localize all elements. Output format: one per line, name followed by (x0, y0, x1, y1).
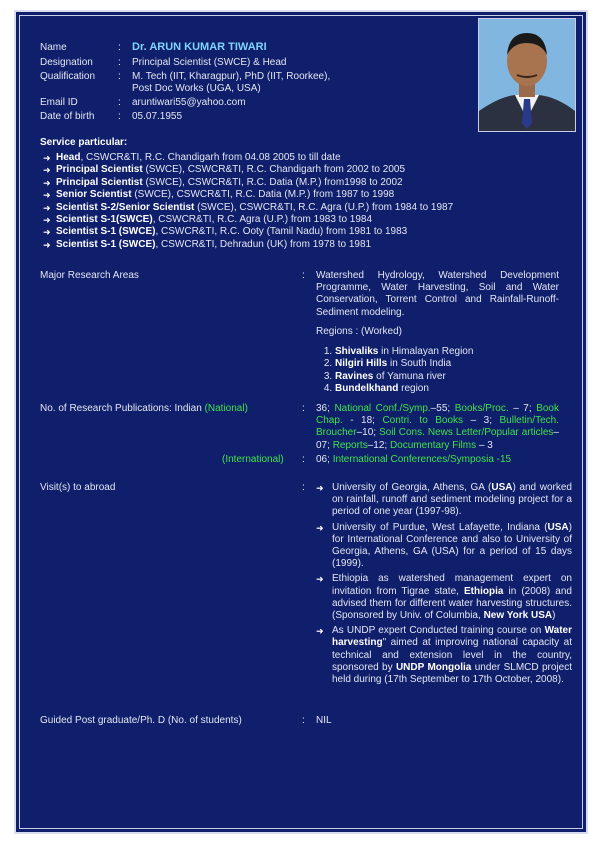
right-arrow-icon: ➜ (316, 483, 324, 493)
visit-highlight: USA (547, 521, 569, 533)
visit-highlight: USA (491, 482, 513, 493)
region-item (335, 371, 560, 383)
dob-value: 05.07.1955 (132, 111, 183, 122)
colon: : (118, 111, 121, 122)
publication-category: Reports (332, 439, 368, 451)
service-role: Scientist S-2/Senior Scientist (56, 201, 195, 213)
region-name: Shivaliks (335, 346, 379, 357)
service-item (40, 214, 520, 226)
publication-count: –10; (356, 427, 380, 439)
visit-item (316, 573, 572, 622)
visit-text: ) for International Conference and also to University of Georgia, Athens, GA (USA) for a period of 15 days (1999). (332, 521, 572, 570)
colon: : (302, 482, 305, 493)
person-name: Dr. ARUN KUMAR TIWARI (132, 41, 267, 53)
visit-text: under SLMCD project held during (17th September to 17th October, 2008). (332, 661, 572, 686)
label-guided: Guided Post graduate/Ph. D (No. of students) (40, 715, 242, 726)
right-arrow-icon: ➜ (43, 239, 51, 250)
portrait-icon (479, 19, 575, 131)
visit-text: University of Purdue, West Lafayette, Indiana ( (332, 521, 548, 533)
visit-text: in (2008) and advised them for different water harvesting structures.(Sponsored by Univ. of Columbia, (332, 585, 572, 622)
visit-highlight: UNDP Mongolia (395, 661, 472, 673)
right-arrow-icon: ➜ (43, 165, 51, 176)
region-item (335, 346, 560, 358)
service-role: Head (56, 152, 81, 163)
visit-text: As UNDP expert Conducted training course on (332, 625, 545, 637)
visit-highlight: New York USA (483, 610, 553, 622)
service-item (40, 164, 520, 176)
international-text: International Conferences/Symposia -15 (332, 454, 512, 465)
publication-count: –55; (430, 403, 455, 414)
label-email: Email ID (40, 97, 78, 108)
colon: : (302, 454, 305, 465)
colon: : (302, 403, 305, 414)
service-role: Scientist S-1(SWCE) (56, 214, 153, 226)
service-item (40, 202, 520, 214)
right-arrow-icon: ➜ (43, 227, 51, 238)
region-item (335, 358, 560, 370)
colon: : (118, 42, 121, 53)
visit-text: " aimed at improving national capacity at technical and extension level in the country, sponsored by (332, 637, 572, 673)
regions-ordered-list (320, 346, 560, 396)
service-item (40, 189, 520, 201)
visits-list (316, 482, 572, 689)
label-visits: Visit(s) to abroad (40, 482, 116, 493)
right-arrow-icon: ➜ (43, 153, 51, 163)
colon: : (302, 270, 305, 281)
visit-highlight: Ethiopia (463, 585, 504, 597)
publications-international (316, 454, 511, 466)
region-name: Ravines (335, 370, 374, 382)
service-role: Principal Scientist (56, 176, 143, 188)
region-detail: in Himalayan Region (378, 346, 474, 357)
service-role: Scientist S-1 (SWCE) (56, 238, 156, 250)
label-designation: Designation (40, 57, 93, 68)
visit-highlight: Water harvesting (332, 625, 572, 649)
service-list (40, 152, 520, 251)
right-arrow-icon: ➜ (43, 215, 51, 226)
visit-text: University of Georgia, Athens, GA ( (332, 482, 492, 493)
visits-bullet-list (316, 482, 572, 686)
region-name: Nilgiri Hills (335, 358, 388, 370)
label-publications (40, 403, 248, 415)
service-item (40, 239, 520, 251)
publication-category: Contri. to Books (382, 415, 464, 427)
publication-count: – 3; (463, 415, 500, 427)
qualification-line-1: M. Tech (IIT, Kharagpur), PhD (IIT, Roorkee), (132, 71, 331, 82)
visit-item (316, 522, 572, 571)
right-arrow-icon: ➜ (43, 190, 51, 201)
publication-count: - 18; (342, 415, 383, 427)
service-title: Service particular: (40, 137, 128, 148)
right-arrow-icon: ➜ (43, 177, 51, 188)
international-count: 06; (316, 454, 333, 465)
designation-value: Principal Scientist (SWCE) & Head (132, 57, 287, 68)
publication-category: Books/Proc. (454, 403, 509, 414)
label-name: Name (40, 42, 67, 53)
region-detail: region (398, 383, 429, 395)
service-detail: , CSWCR&TI, Dehradun (UK) from 1978 to 1981 (155, 238, 372, 250)
label-research-areas: Major Research Areas (40, 270, 139, 281)
right-arrow-icon: ➜ (316, 522, 324, 533)
publication-category: Bulletin/Tech. Broucher (316, 415, 559, 439)
label-qualification: Qualification (40, 71, 96, 82)
regions-list (320, 346, 560, 396)
service-item (40, 152, 520, 164)
service-role: Principal Scientist (56, 164, 143, 176)
right-arrow-icon: ➜ (316, 626, 324, 637)
cv-page (14, 10, 588, 834)
email-value[interactable]: aruntiwari55@yahoo.com (132, 97, 246, 108)
service-detail: (SWCE), CSWCR&TI, R.C. Datia (M.P.) from 1987 to 1998 (131, 189, 395, 201)
research-areas-text: Watershed Hydrology, Watershed Development Programme, Water Harvesting, Soil and Water Conservation, Torrent Control and Rainfall-Runoff-Sediment modeling. (316, 270, 559, 318)
service-detail: , CSWCR&TI, R.C. Chandigarh from 04.08 2005 to till date (80, 152, 341, 163)
colon: : (118, 71, 121, 82)
service-item (40, 177, 520, 189)
colon: : (118, 57, 121, 68)
service-detail: , CSWCR&TI, R.C. Agra (U.P.) from 1983 to 1984 (152, 214, 373, 226)
publications-national-text (316, 403, 559, 452)
service-detail: , CSWCR&TI, R.C. Ooty (Tamil Nadu) from 1981 to 1983 (155, 226, 408, 238)
publication-count: –07; (316, 427, 559, 451)
right-arrow-icon: ➜ (316, 574, 324, 585)
visit-text: ) (552, 610, 556, 622)
publication-category: Documentary Films (389, 439, 477, 451)
qualification-line-2: Post Doc Works (UGA, USA) (132, 83, 261, 94)
service-role: Scientist S-1 (SWCE) (56, 226, 156, 238)
colon: : (302, 715, 305, 726)
region-detail: in South India (387, 358, 452, 370)
service-role: Senior Scientist (56, 189, 132, 201)
publications-label-text: No. of Research Publications: Indian (40, 403, 205, 414)
publication-category: Book Chap. (316, 403, 559, 427)
publication-count: – 7; (508, 403, 537, 414)
publication-category: Soil Cons. News Letter/Popular articles (379, 427, 554, 439)
region-item (335, 383, 560, 395)
service-detail: (SWCE), CSWCR&TI, R.C. Chandigarh from 2002 to 2005 (142, 164, 406, 176)
label-international: (International) (222, 454, 284, 465)
publication-count: –12; (367, 439, 390, 451)
service-detail: (SWCE), CSWCR&TI, R.C. Datia (M.P.) from1998 to 2002 (142, 176, 403, 188)
visit-text: ) and worked on rainfall, runoff and sediment modeling project for a period of one year (1997-98). (332, 482, 572, 518)
visit-item (316, 625, 572, 686)
right-arrow-icon: ➜ (43, 202, 51, 213)
visit-item (316, 482, 572, 519)
service-item (40, 226, 520, 238)
visit-text: Ethiopia as watershed management expert on invitation from Tigrae state, (332, 573, 572, 597)
region-detail: of Yamuna river (373, 370, 446, 382)
label-dob: Date of birth (40, 111, 95, 122)
publication-count: – 3 (476, 439, 493, 451)
publication-category: National Conf./Symp. (334, 403, 431, 414)
service-detail: (SWCE), CSWCR&TI, R.C. Agra (U.P.) from 1984 to 1987 (194, 201, 454, 213)
publications-label-national: (National) (204, 403, 248, 414)
national-count: 36; (316, 403, 335, 414)
guided-value: NIL (316, 715, 332, 726)
profile-photo (478, 18, 576, 132)
regions-title: Regions : (Worked) (316, 326, 402, 337)
colon: : (118, 97, 121, 108)
region-name: Bundelkhand (335, 383, 399, 395)
